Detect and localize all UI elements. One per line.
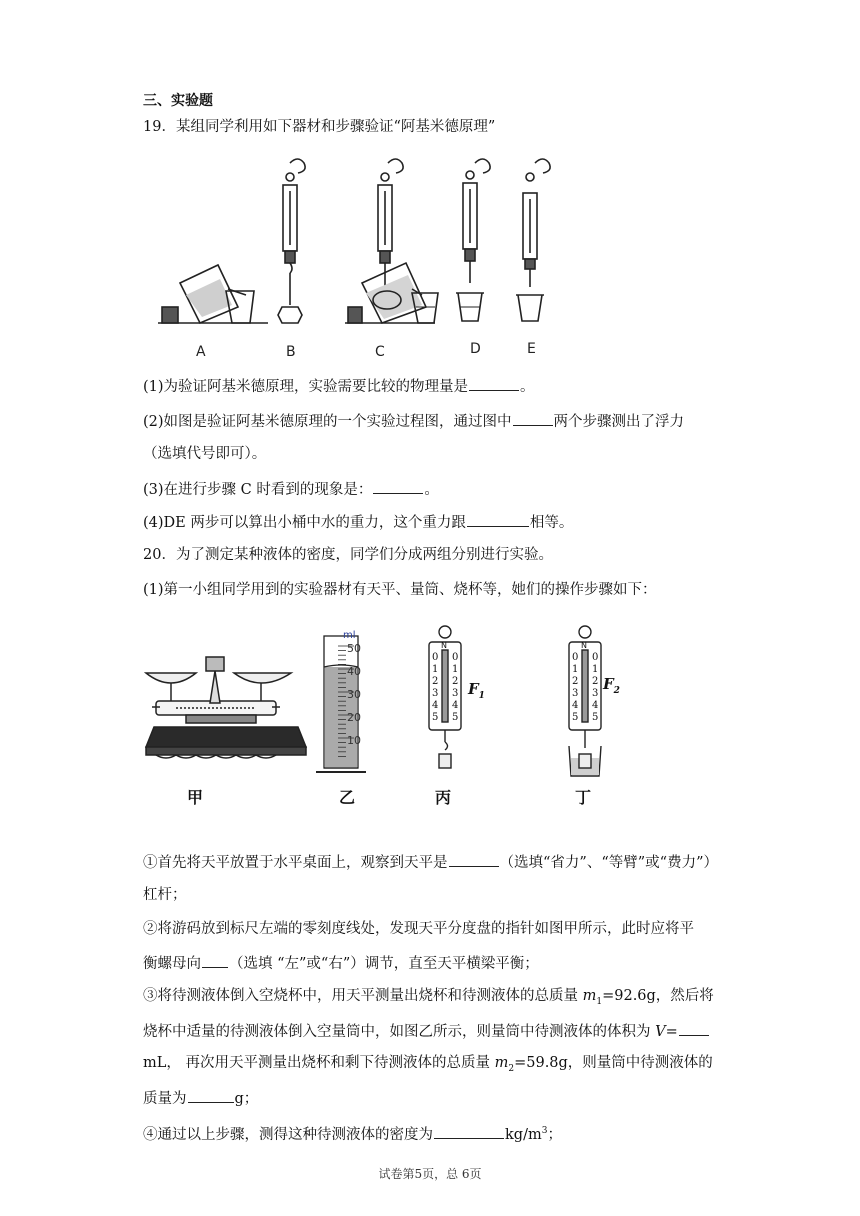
measuring-cylinder-figure xyxy=(314,632,374,777)
spring-scale-tick-label: 2 xyxy=(572,676,579,687)
q20-step1-options: （选填“省力”、“等臂”或“费力”） xyxy=(499,855,718,871)
force-label-f1 xyxy=(468,680,485,701)
q20-step3-text5: =59.8g，则量筒中待测液体的 xyxy=(514,1055,713,1071)
q20-step2-options: （选填 “左”或“右”）调节，直至天平横梁平衡； xyxy=(229,956,539,972)
q20-step4-unit: kg/m xyxy=(505,1126,542,1143)
force-label-f1-sub: 1 xyxy=(478,691,485,701)
spring-scale-unit: N xyxy=(581,641,587,650)
spring-scale-tick-label: 1 xyxy=(432,664,439,675)
answer-blank[interactable] xyxy=(434,1124,504,1139)
answer-blank[interactable] xyxy=(513,411,553,426)
question-19-title: 19．某组同学利用如下器材和步骤验证“阿基米德原理” xyxy=(143,119,496,135)
spring-scale-tick-label: 0 xyxy=(452,652,459,663)
spring-scale-tick-label: 4 xyxy=(432,700,439,711)
figure-label-a: A xyxy=(196,344,206,360)
spring-scale-tick-label: 3 xyxy=(572,688,579,699)
answer-blank[interactable] xyxy=(449,852,499,867)
spring-scale-tick-label: 0 xyxy=(432,652,439,663)
answer-blank[interactable] xyxy=(188,1088,234,1103)
q20-step2-text: 衡螺母向 xyxy=(143,956,201,972)
q20-step3-text: ③将待测液体倒入空烧杯中，用天平测量出烧杯和待测液体的总质量 xyxy=(143,988,583,1004)
q20-step3-unit: g； xyxy=(234,1091,259,1107)
section-title: 三、实验题 xyxy=(143,93,213,109)
balance-figure xyxy=(146,655,316,770)
q20-step3-text4: mL， 再次用天平测量出烧杯和剩下待测液体的总质量 xyxy=(143,1055,495,1071)
q20-step2-cont xyxy=(143,953,539,973)
spring-scale-tick-label: 5 xyxy=(432,712,439,723)
q19-part2-text2: 两个步骤测出了浮力 xyxy=(553,414,685,430)
q20-step3-m2-sub: 2 xyxy=(508,1063,515,1074)
q19-part4 xyxy=(143,512,573,532)
spring-scale-tick-label: 4 xyxy=(592,700,599,711)
cylinder-tick-label: 50 xyxy=(347,642,361,655)
q20-step3-m1-sub: 1 xyxy=(596,996,603,1007)
answer-blank[interactable] xyxy=(373,479,423,494)
cylinder-tick-label: 20 xyxy=(347,711,361,724)
spring-scale-tick-label: 2 xyxy=(452,676,459,687)
spring-scale-tick-label: 5 xyxy=(572,712,579,723)
spring-scale-tick-label: 3 xyxy=(432,688,439,699)
figure-19-archimedes-apparatus xyxy=(150,155,570,365)
q19-part2 xyxy=(143,411,684,431)
q19-part4-end: 相等。 xyxy=(529,515,574,531)
q20-step3-text6: 质量为 xyxy=(143,1091,187,1107)
figure-label-d: D xyxy=(470,341,481,357)
q20-step3-text2: =92.6g，然后将 xyxy=(602,988,714,1004)
q20-step4 xyxy=(143,1122,562,1144)
spring-scale-tick-label: 2 xyxy=(432,676,439,687)
figure-label-bing: 丙 xyxy=(435,788,452,807)
q20-step3-v: V xyxy=(655,1024,666,1040)
q20-step4-end: ； xyxy=(547,1126,562,1143)
q20-step3-line4 xyxy=(143,1088,258,1108)
q20-step4-unit-sup: 3 xyxy=(541,1126,548,1136)
question-20-title: 20．为了测定某种液体的密度，同学们分成两组分别进行实验。 xyxy=(143,547,553,563)
spring-scale-unit: N xyxy=(441,641,447,650)
figure-label-jia: 甲 xyxy=(187,788,204,807)
spring-scale-tick-label: 1 xyxy=(452,664,459,675)
spring-scale-tick-label: 5 xyxy=(592,712,599,723)
q20-step3-text3: 烧杯中适量的待测液体倒入空量筒中，如图乙所示，则量筒中待测液体的体积为 xyxy=(143,1024,656,1040)
spring-scale-tick-label: 0 xyxy=(572,652,579,663)
spring-scale-tick-label: 0 xyxy=(592,652,599,663)
answer-blank[interactable] xyxy=(679,1021,709,1036)
cylinder-tick-label: 30 xyxy=(347,688,361,701)
q20-step1-end: 杠杆； xyxy=(143,887,187,903)
q19-part2-text: (2)如图是验证阿基米德原理的一个实验过程图，通过图中 xyxy=(143,414,512,430)
spring-scale-tick-label: 1 xyxy=(572,664,579,675)
q19-part1 xyxy=(143,376,535,396)
q19-part3-text: (3)在进行步骤 C 时看到的现象是： xyxy=(143,482,373,498)
q19-part4-text: (4)DE 两步可以算出小桶中水的重力，这个重力跟 xyxy=(143,515,466,531)
answer-blank[interactable] xyxy=(467,512,529,527)
spring-scale-tick-label: 3 xyxy=(452,688,459,699)
q19-part1-text: (1)为验证阿基米德原理，实验需要比较的物理量是 xyxy=(143,379,469,395)
spring-scale-tick-label: 4 xyxy=(452,700,459,711)
q20-step3-eq: = xyxy=(665,1024,678,1040)
q20-step3-m1: m xyxy=(582,988,597,1004)
q20-step3 xyxy=(143,987,714,1011)
cylinder-tick-label: 40 xyxy=(347,665,361,678)
figure-label-yi: 乙 xyxy=(339,788,356,807)
q20-step1 xyxy=(143,852,718,872)
spring-scale-tick-label: 5 xyxy=(452,712,459,723)
q19-part2-note: （选填代号即可）。 xyxy=(143,446,267,462)
q20-part1: (1)第一小组同学用到的实验器材有天平、量筒、烧杯等，她们的操作步骤如下： xyxy=(143,582,657,598)
q20-step3-line2 xyxy=(143,1021,710,1041)
q19-part3 xyxy=(143,479,439,499)
spring-scale-tick-label: 4 xyxy=(572,700,579,711)
q19-part3-end: 。 xyxy=(424,482,439,498)
spring-scale-tick-label: 2 xyxy=(592,676,599,687)
page-footer: 试卷第5页，总 6页 xyxy=(378,1167,482,1181)
spring-scale-tick-label: 3 xyxy=(592,688,599,699)
q20-step4-text: ④通过以上步骤，测得这种待测液体的密度为 xyxy=(143,1126,433,1143)
force-label-f2 xyxy=(603,675,620,696)
cylinder-unit-label: ml xyxy=(343,630,356,641)
figure-label-ding: 丁 xyxy=(575,788,592,807)
q19-part1-end: 。 xyxy=(520,379,535,395)
q20-step3-m2: m xyxy=(494,1055,509,1071)
figure-label-b: B xyxy=(286,344,296,360)
cylinder-tick-label: 10 xyxy=(347,734,361,747)
figure-label-c: C xyxy=(375,344,385,360)
force-label-f2-letter: F xyxy=(603,675,614,693)
force-label-f1-letter: F xyxy=(468,680,479,698)
q20-step2: ②将游码放到标尺左端的零刻度线处，发现天平分度盘的指针如图甲所示，此时应将平 xyxy=(143,921,694,937)
figure-label-e: E xyxy=(527,341,536,357)
force-label-f2-sub: 2 xyxy=(613,686,620,696)
spring-scale-tick-label: 1 xyxy=(592,664,599,675)
q20-step1-text: ①首先将天平放置于水平桌面上，观察到天平是 xyxy=(143,855,448,871)
answer-blank[interactable] xyxy=(469,376,519,391)
q20-step3-line3 xyxy=(143,1054,713,1078)
answer-blank[interactable] xyxy=(202,953,228,968)
